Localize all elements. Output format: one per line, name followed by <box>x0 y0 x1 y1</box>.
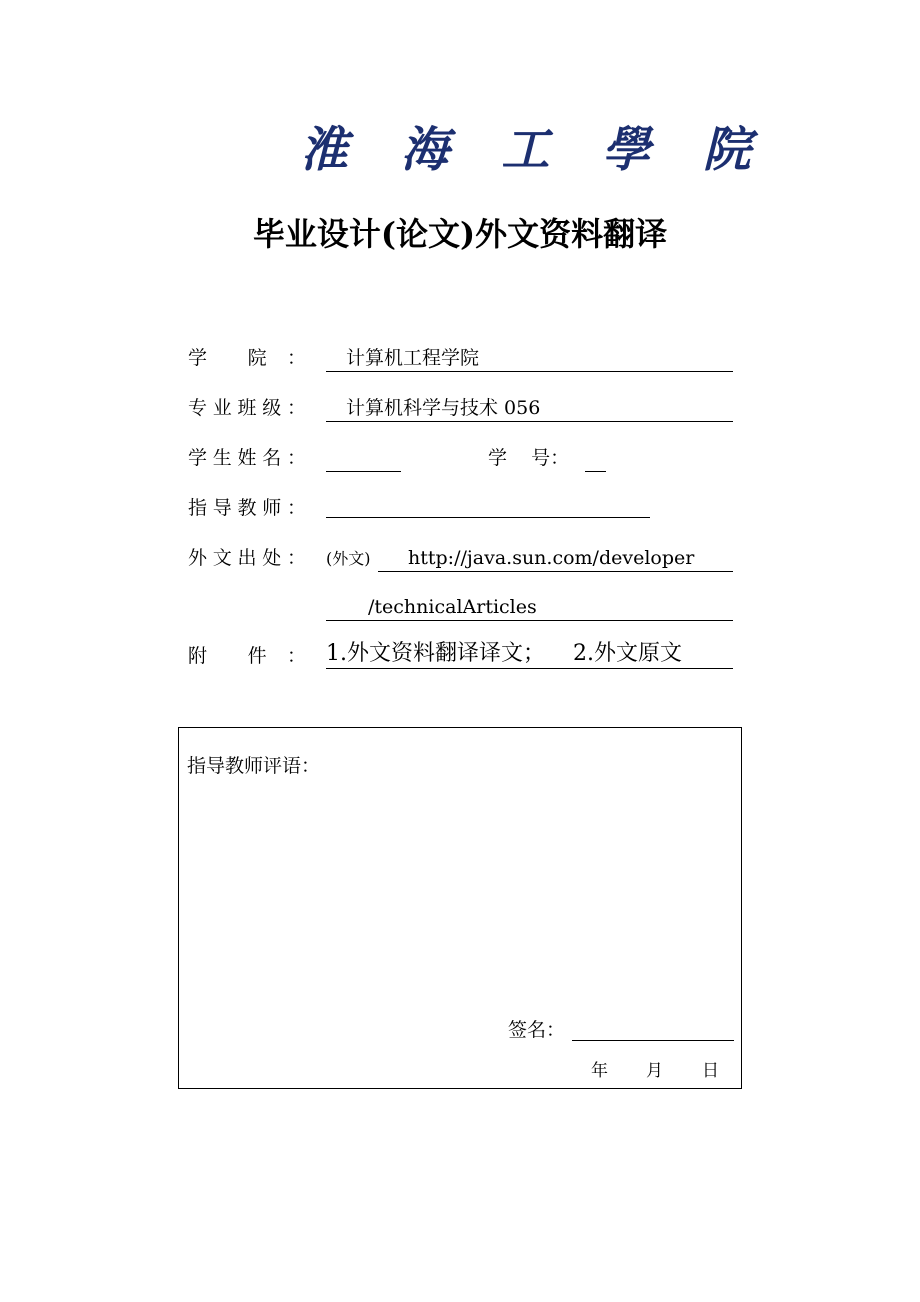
attachment-label: 附 件 ： <box>188 645 306 667</box>
student-id-field[interactable] <box>585 444 606 472</box>
advisor-label: 指 导 教 师 ： <box>188 497 306 519</box>
signature-label: 签名： <box>508 1019 566 1041</box>
date-day-label: 日 <box>702 1061 719 1081</box>
source-label: 外 文 出 处 ： <box>188 547 306 569</box>
signature-line[interactable] <box>572 1040 734 1041</box>
date-year-label: 年 <box>591 1061 608 1081</box>
college-field[interactable]: 计算机工程学院 <box>326 344 733 372</box>
student-name-field[interactable] <box>326 444 401 472</box>
date-month-label: 月 <box>646 1061 663 1081</box>
college-label: 学 院 ： <box>188 347 306 369</box>
school-logo: 淮 海 工 學 院 <box>300 122 769 178</box>
attachment-field[interactable]: 1.外文资料翻译译文； 2.外文原文 <box>326 639 733 669</box>
major-label: 专 业 班 级 ： <box>188 397 306 419</box>
student-name-label: 学 生 姓 名 ： <box>188 447 306 469</box>
source-url-line2[interactable]: /technicalArticles <box>326 593 733 621</box>
advisor-comments-box[interactable] <box>178 727 742 1089</box>
advisor-comments-label: 指导教师评语： <box>187 755 321 777</box>
advisor-field[interactable] <box>326 490 650 518</box>
source-url-line1[interactable]: http://java.sun.com/developer <box>378 544 733 572</box>
source-prefix: (外文) <box>326 549 371 568</box>
student-id-label: 学 号： <box>488 447 570 469</box>
major-field[interactable]: 计算机科学与技术 056 <box>326 394 733 422</box>
document-title: 毕业设计(论文)外文资料翻译 <box>252 215 668 253</box>
